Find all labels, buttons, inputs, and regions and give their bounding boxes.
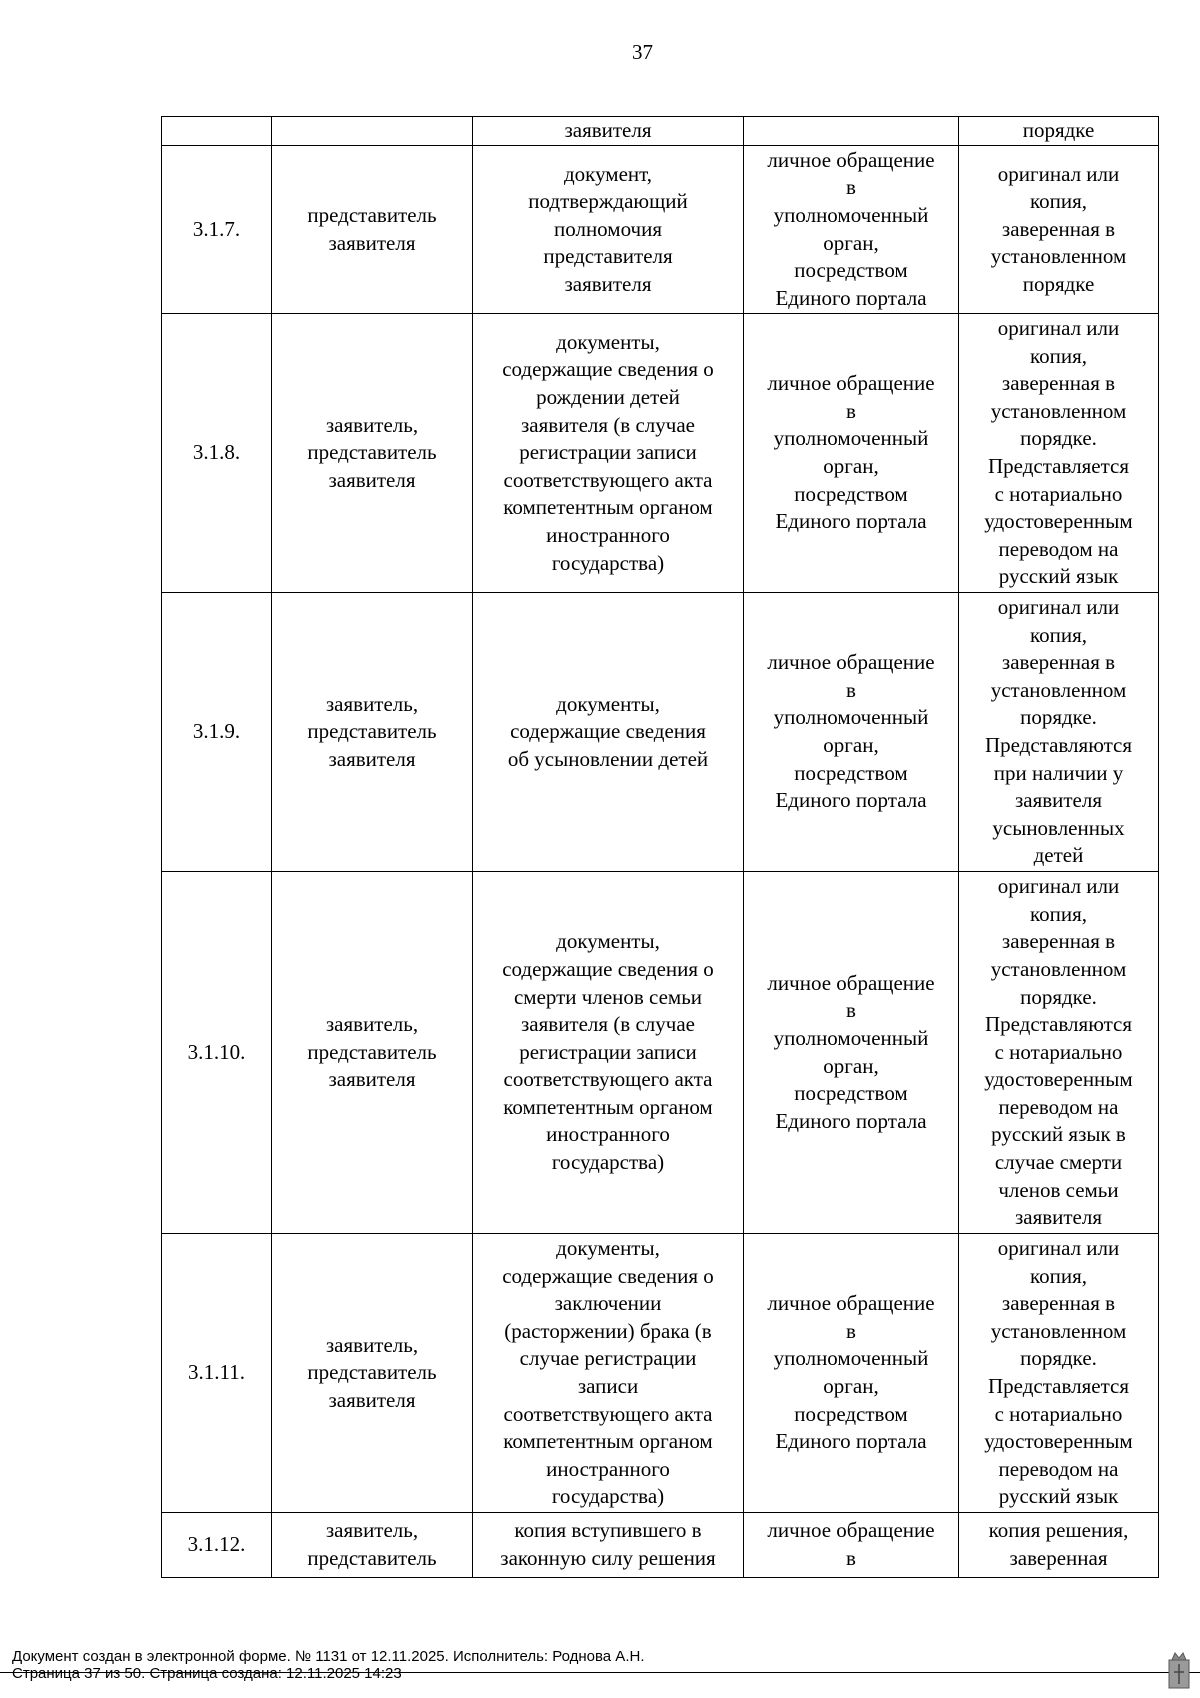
coat-of-arms-icon (1168, 1650, 1190, 1690)
cell-submission-method: личное обращение в (744, 1513, 959, 1578)
cell-submission-method: личное обращение в уполномоченный орган, посредством Единого портала (744, 146, 959, 314)
cell-submission-method (744, 117, 959, 146)
cell-submitter (272, 117, 473, 146)
cell-document: документы, содержащие сведения о заключении (расторжении) брака (в случае регистрации записи соответствующего акта компетентным органом иностранного государства) (473, 1234, 744, 1513)
cell-submitter: заявитель, представитель заявителя (272, 314, 473, 593)
cell-number: 3.1.12. (162, 1513, 272, 1578)
cell-submission-method: личное обращение в уполномоченный орган, посредством Единого портала (744, 1234, 959, 1513)
cell-document-form: оригинал или копия, заверенная в установленном порядке. Представляется с нотариально удостоверенным переводом на русский язык (959, 1234, 1159, 1513)
table-body (162, 117, 1159, 1578)
cell-submission-method: личное обращение в уполномоченный орган, посредством Единого портала (744, 593, 959, 872)
document-footer (12, 1648, 644, 1682)
cell-document-form: оригинал или копия, заверенная в установленном порядке. Представляются при наличии у заявителя усыновленных детей (959, 593, 1159, 872)
cell-submitter: заявитель, представитель заявителя (272, 1234, 473, 1513)
table-row (162, 314, 1159, 593)
cell-document: документы, содержащие сведения об усыновлении детей (473, 593, 744, 872)
footer-creation-info: Документ создан в электронной форме. № 1131 от 12.11.2025. Исполнитель: Роднова А.Н. (12, 1648, 645, 1665)
cell-submission-method: личное обращение в уполномоченный орган, посредством Единого портала (744, 872, 959, 1234)
cell-number: 3.1.11. (162, 1234, 272, 1513)
cell-document-form: оригинал или копия, заверенная в установленном порядке (959, 146, 1159, 314)
requirements-table (161, 116, 1159, 1578)
cell-number: 3.1.8. (162, 314, 272, 593)
table-row (162, 872, 1159, 1234)
cell-document: документ, подтверждающий полномочия представителя заявителя (473, 146, 744, 314)
cell-number (162, 117, 272, 146)
cell-document: документы, содержащие сведения о смерти членов семьи заявителя (в случае регистрации записи соответствующего акта компетентным органом иностранного государства) (473, 872, 744, 1234)
cell-number: 3.1.10. (162, 872, 272, 1234)
cell-submitter: заявитель, представитель заявителя (272, 593, 473, 872)
cell-document-form: порядке (959, 117, 1159, 146)
cell-document: заявителя (473, 117, 744, 146)
cell-document-form: копия решения, заверенная (959, 1513, 1159, 1578)
cell-submitter: представитель заявителя (272, 146, 473, 314)
cell-document-form: оригинал или копия, заверенная в установленном порядке. Представляется с нотариально удостоверенным переводом на русский язык (959, 314, 1159, 593)
table-row (162, 1513, 1159, 1578)
footer-page-info: Страница 37 из 50. Страница создана: 12.11.2025 14:23 (12, 1665, 402, 1682)
cell-submission-method: личное обращение в уполномоченный орган, посредством Единого портала (744, 314, 959, 593)
table-row (162, 146, 1159, 314)
cell-document: копия вступившего в законную силу решения (473, 1513, 744, 1578)
cell-number: 3.1.7. (162, 146, 272, 314)
page-number: 37 (632, 40, 653, 64)
cell-document: документы, содержащие сведения о рождении детей заявителя (в случае регистрации записи соответствующего акта компетентным органом иностранного государства) (473, 314, 744, 593)
cell-document-form: оригинал или копия, заверенная в установленном порядке. Представляются с нотариально удостоверенным переводом на русский язык в случае смерти членов семьи заявителя (959, 872, 1159, 1234)
cell-number: 3.1.9. (162, 593, 272, 872)
cell-submitter: заявитель, представитель заявителя (272, 872, 473, 1234)
table-row (162, 117, 1159, 146)
cell-submitter: заявитель, представитель (272, 1513, 473, 1578)
table-row (162, 593, 1159, 872)
table-row (162, 1234, 1159, 1513)
